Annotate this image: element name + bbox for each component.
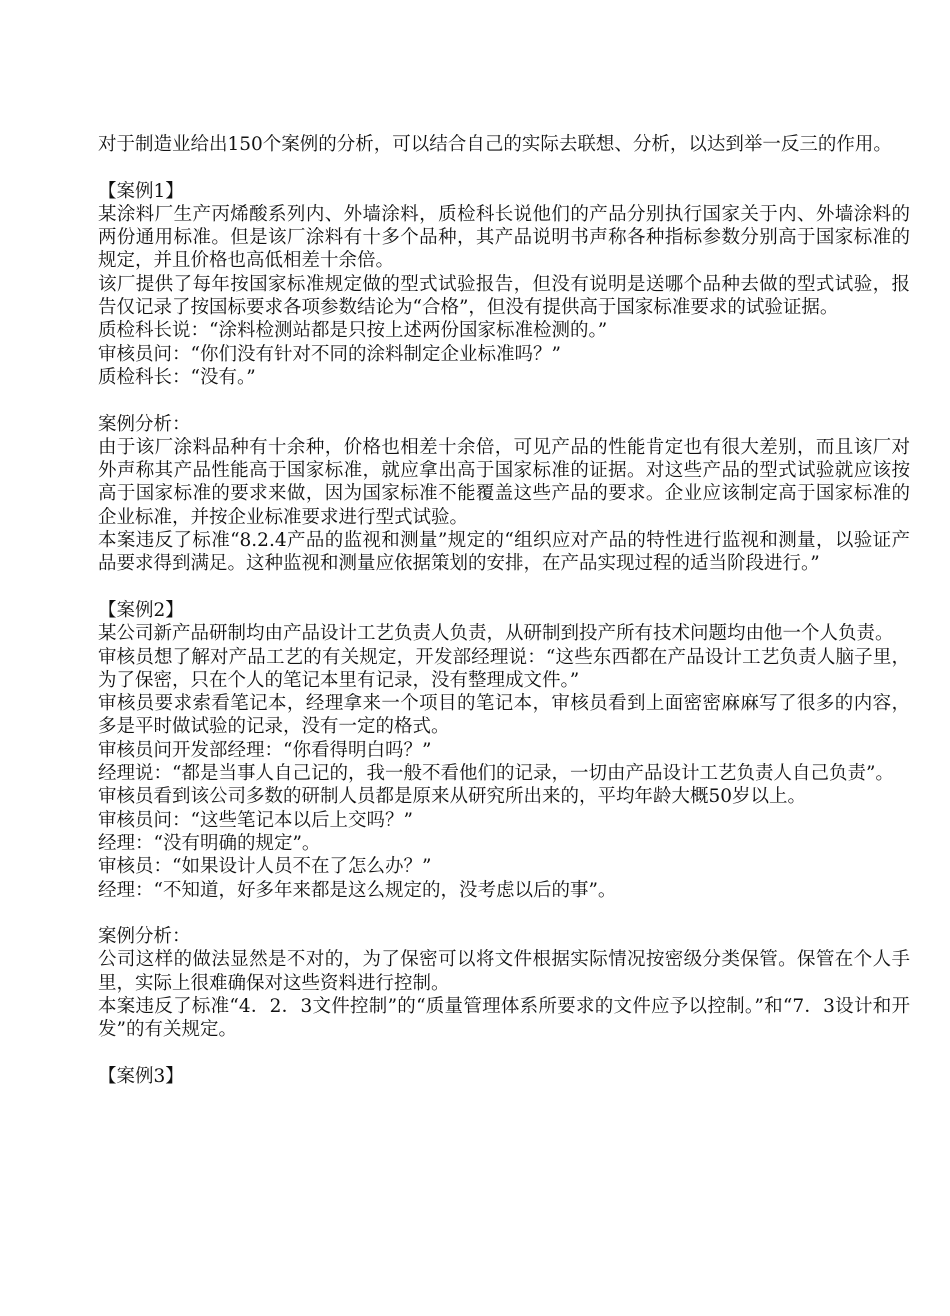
case-2-paragraph: 经理说：“都是当事人自己记的，我一般不看他们的记录，一切由产品设计工艺负责人自己负责”。: [98, 763, 894, 785]
spacer: [98, 156, 910, 179]
case-2-paragraph: 审核员问：“这些笔记本以后上交吗？”: [98, 809, 413, 831]
case-2-paragraph: 审核员想了解对产品工艺的有关规定，开发部经理说：“这些东西都在产品设计工艺负责人脑子里，为了保密，只在个人的笔记本里有记录，没有整理成文件。”: [98, 646, 910, 691]
case-2-paragraph: 某公司新产品研制均由产品设计工艺负责人负责，从研制到投产所有技术问题均由他一个人负责。: [98, 623, 894, 645]
spacer: [98, 1042, 910, 1065]
case-2-analysis-paragraph: 本案违反了标准“4．2．3文件控制”的“质量管理体系所要求的文件应予以控制。”和“7．3设计和开发”的有关规定。: [98, 995, 910, 1041]
case-1-analysis-title: 案例分析：: [98, 413, 191, 435]
case-1-paragraph: 某涂料厂生产丙烯酸系列内、外墙涂料，质检科长说他们的产品分别执行国家关于内、外墙涂料的两份通用标准。但是该厂涂料有十多个品种，其产品说明书声称各种指标参数分别高于国家标准的规定，并且价格也高低相差十余倍。: [98, 203, 910, 272]
case-2-paragraph: 审核员：“如果设计人员不在了怎么办？”: [98, 856, 432, 878]
case-2-paragraph: 审核员问开发部经理：“你看得明白吗？”: [98, 739, 432, 761]
case-1-paragraph: 该厂提供了每年按国家标准规定做的型式试验报告，但没有说明是送哪个品种去做的型式试验，报告仅记录了按国标要求各项参数结论为“合格”，但没有提供高于国家标准要求的试验证据。: [98, 273, 910, 319]
case-1-paragraph: 审核员问：“你们没有针对不同的涂料制定企业标准吗？”: [98, 343, 561, 365]
case-1-paragraph: 质检科长：“没有。”: [98, 366, 256, 388]
case-2-title: 【案例2】: [98, 599, 184, 621]
case-1-paragraph: 质检科长说：“涂料检测站都是只按上述两份国家标准检测的。”: [98, 320, 608, 342]
case-2-paragraph: 审核员要求索看笔记本，经理拿来一个项目的笔记本，审核员看到上面密密麻麻写了很多的内容，多是平时做试验的记录，没有一定的格式。: [98, 693, 910, 738]
case-2-paragraph: 经理：“没有明确的规定”。: [98, 832, 321, 854]
case-1-title: 【案例1】: [98, 180, 184, 202]
case-2-paragraph: 审核员看到该公司多数的研制人员都是原来从研究所出来的，平均年龄大概50岁以上。: [98, 786, 807, 808]
spacer: [98, 576, 910, 599]
case-2-analysis-paragraph: 公司这样的做法显然是不对的，为了保密可以将文件根据实际情况按密级分类保管。保管在个人手里，实际上很难确保对这些资料进行控制。: [98, 949, 910, 994]
case-2-paragraph: 经理：“不知道，好多年来都是这么规定的，没考虑以后的事”。: [98, 879, 617, 901]
document-body: [98, 133, 910, 1088]
case-1-analysis-paragraph: 本案违反了标准“8.2.4产品的监视和测量”规定的“组织应对产品的特性进行监视和测量，以验证产品要求得到满足。这种监视和测量应依据策划的安排，在产品实现过程的适当阶段进行。”: [98, 530, 910, 575]
case-1-analysis-paragraph: 由于该厂涂料品种有十余种，价格也相差十余倍，可见产品的性能肯定也有很大差别，而且该厂对外声称其产品性能高于国家标准，就应拿出高于国家标准的证据。对这些产品的型式试验就应该按高于国家标准的要求来做，因为国家标准不能覆盖这些产品的要求。企业应该制定高于国家标准的企业标准，并按企业标准要求进行型式试验。: [98, 436, 910, 528]
intro-paragraph: 对于制造业给出150个案例的分析，可以结合自己的实际去联想、分析，以达到举一反三的作用。: [98, 134, 892, 155]
case-2-analysis-title: 案例分析：: [98, 926, 191, 948]
spacer: [98, 389, 910, 412]
case-3-title: 【案例3】: [98, 1065, 184, 1087]
spacer: [98, 902, 910, 925]
